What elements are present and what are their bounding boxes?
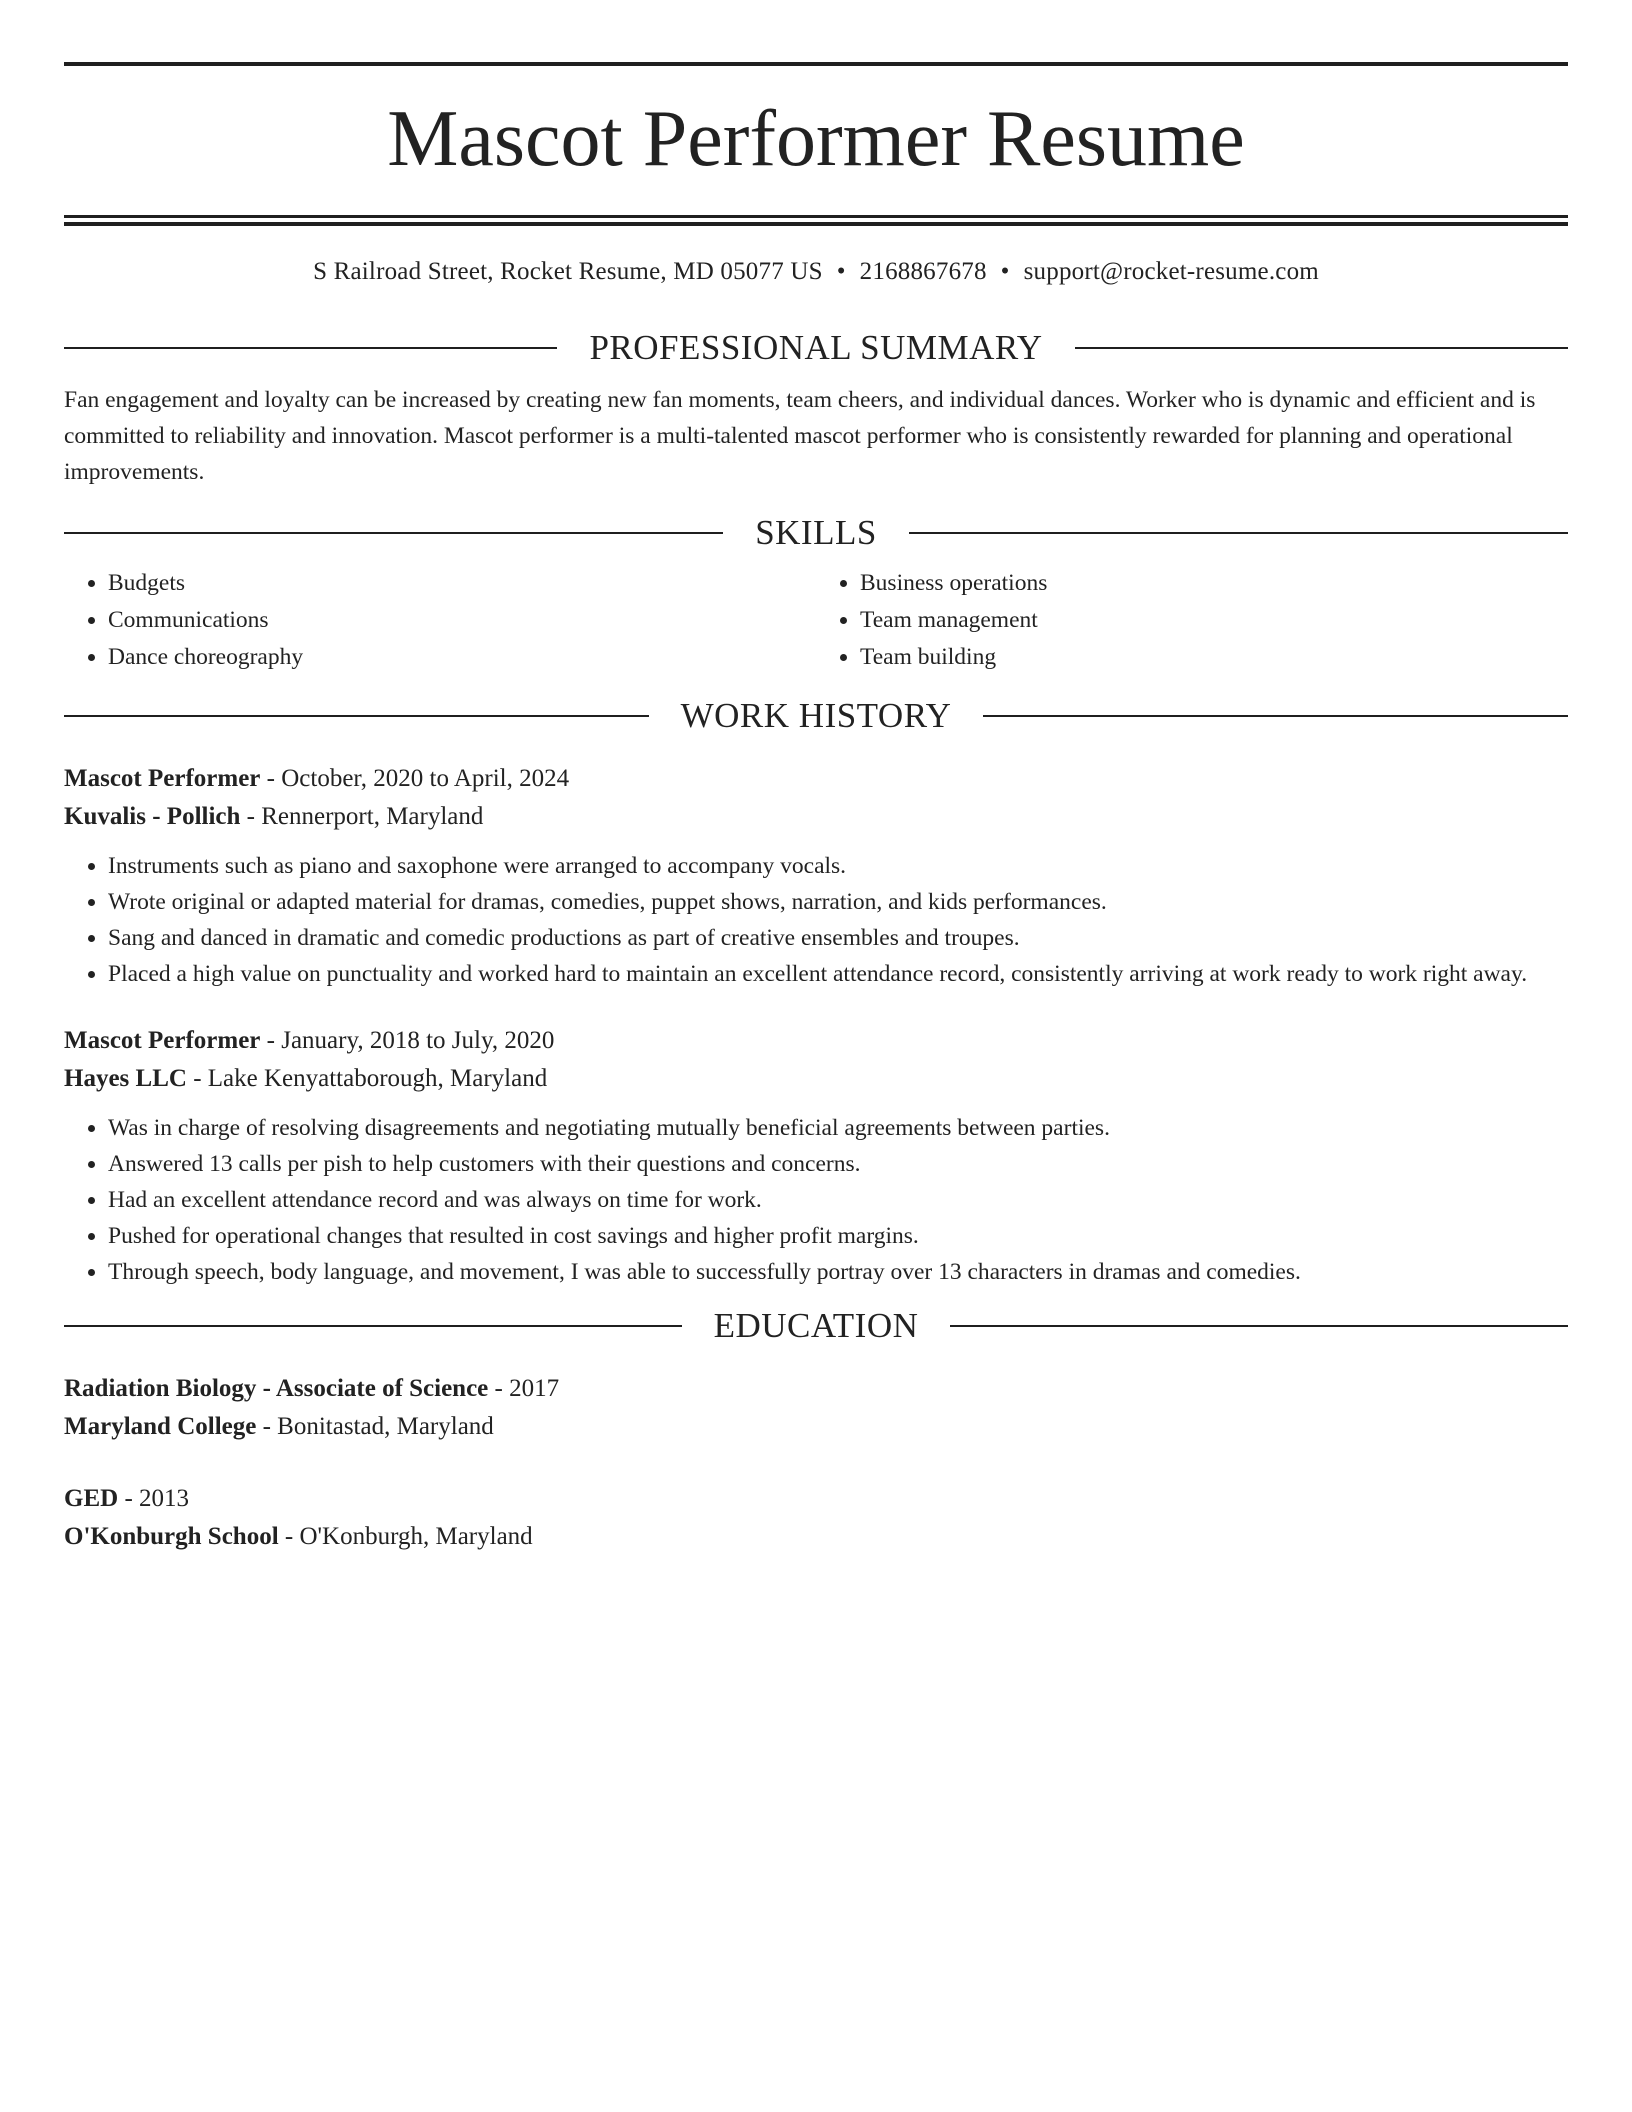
duty-item: • Placed a high value on punctuality and worked hard to maintain an excellent attendance record, consistently arriving at work ready to work right away. — [108, 956, 1568, 992]
duty-item: • Had an excellent attendance record and was always on time for work. — [108, 1182, 1568, 1218]
heading-rule-right — [983, 715, 1568, 717]
skill-item: • Communications — [108, 602, 816, 639]
job-duties — [64, 1110, 1568, 1290]
job-entry — [64, 760, 1568, 992]
title-double-rule — [64, 215, 1568, 226]
resume-title: Mascot Performer Resume — [387, 95, 1245, 183]
education-degree-line — [64, 1480, 1568, 1518]
top-rule — [64, 62, 1568, 66]
heading-rule-left — [64, 715, 649, 717]
skill-item: • Budgets — [108, 565, 816, 602]
job-location: - Lake Kenyattaborough, Maryland — [186, 1065, 548, 1092]
skill-item: • Team building — [860, 639, 1568, 676]
education-school: O'Konburgh School — [64, 1523, 279, 1550]
work-heading: WORK HISTORY — [680, 696, 952, 735]
education-degree: GED — [64, 1485, 119, 1512]
contact-phone: 2168867678 — [859, 258, 987, 285]
education-entry — [64, 1480, 1568, 1556]
heading-rule-right — [909, 532, 1568, 534]
education-school: Maryland College — [64, 1413, 257, 1440]
job-company-line — [64, 1060, 1568, 1098]
summary-section-heading — [64, 328, 1568, 368]
job-dates: - October, 2020 to April, 2024 — [260, 765, 570, 792]
skills-section-heading — [64, 513, 1568, 553]
heading-rule-left — [64, 347, 557, 349]
contact-separator: • — [1000, 258, 1010, 285]
duty-item: • Instruments such as piano and saxophone were arranged to accompany vocals. — [108, 848, 1568, 884]
job-location: - Rennerport, Maryland — [240, 803, 484, 830]
education-heading: EDUCATION — [713, 1306, 919, 1345]
job-company: Kuvalis - Pollich — [64, 803, 241, 830]
contact-separator: • — [836, 258, 846, 285]
duty-item: • Answered 13 calls per pish to help customers with their questions and concerns. — [108, 1146, 1568, 1182]
heading-rule-left — [64, 1325, 682, 1327]
job-duties — [64, 848, 1568, 992]
job-entry — [64, 1022, 1568, 1290]
job-title-line — [64, 1022, 1568, 1060]
education-year: - 2017 — [488, 1375, 560, 1402]
job-title: Mascot Performer — [64, 765, 261, 792]
duty-item: • Wrote original or adapted material for dramas, comedies, puppet shows, narration, and kids performances. — [108, 884, 1568, 920]
education-school-line — [64, 1408, 1568, 1446]
duty-item: • Was in charge of resolving disagreements and negotiating mutually beneficial agreements between parties. — [108, 1110, 1568, 1146]
education-location: - O'Konburgh, Maryland — [278, 1523, 533, 1550]
skills-column-right — [816, 565, 1568, 676]
heading-rule-right — [1075, 347, 1568, 349]
heading-rule-right — [950, 1325, 1568, 1327]
education-school-line — [64, 1518, 1568, 1556]
job-company: Hayes LLC — [64, 1065, 187, 1092]
contact-email: support@rocket-resume.com — [1023, 258, 1319, 285]
education-section-heading — [64, 1306, 1568, 1346]
skills-heading: SKILLS — [755, 513, 877, 552]
skill-item: • Dance choreography — [108, 639, 816, 676]
contact-line — [64, 256, 1568, 288]
contact-address: S Railroad Street, Rocket Resume, MD 05077 US — [313, 258, 823, 285]
skills-list — [64, 565, 1568, 676]
summary-heading: PROFESSIONAL SUMMARY — [589, 328, 1043, 367]
skill-item: • Business operations — [860, 565, 1568, 602]
summary-text: Fan engagement and loyalty can be increased by creating new fan moments, team cheers, and individual dances. Worker who is dynamic and efficient and is committed to reliability and innovation. Mascot performer is a multi-talented mascot performer who is consistently rewarded for planning and operational improvements. — [64, 387, 1536, 485]
skill-item: • Team management — [860, 602, 1568, 639]
work-section-heading — [64, 696, 1568, 736]
education-year: - 2013 — [118, 1485, 190, 1512]
education-location: - Bonitastad, Maryland — [256, 1413, 494, 1440]
skills-column-left — [64, 565, 816, 676]
duty-item: • Through speech, body language, and movement, I was able to successfully portray over 13 characters in dramas and comedies. — [108, 1254, 1568, 1290]
heading-rule-left — [64, 532, 723, 534]
education-degree-line — [64, 1370, 1568, 1408]
job-company-line — [64, 798, 1568, 836]
education-entry — [64, 1370, 1568, 1446]
duty-item: • Sang and danced in dramatic and comedic productions as part of creative ensembles and troupes. — [108, 920, 1568, 956]
duty-item: • Pushed for operational changes that resulted in cost savings and higher profit margins. — [108, 1218, 1568, 1254]
job-dates: - January, 2018 to July, 2020 — [260, 1027, 555, 1054]
job-title-line — [64, 760, 1568, 798]
education-degree: Radiation Biology - Associate of Science — [64, 1375, 489, 1402]
job-title: Mascot Performer — [64, 1027, 261, 1054]
